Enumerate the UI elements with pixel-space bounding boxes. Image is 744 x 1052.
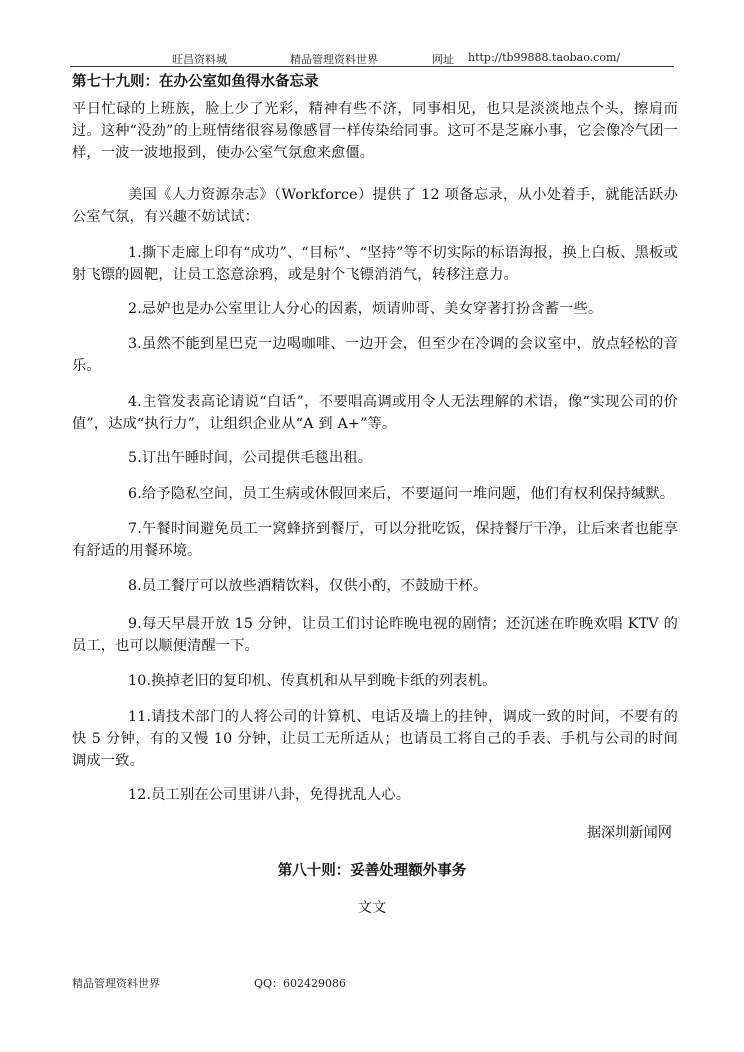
memo-item-6: 6.给予隐私空间，员工生病或休假回来后，不要逼问一堆问题，他们有权利保持缄默。 [128,486,675,502]
article-80-author: 文文 [357,900,387,916]
intro-paragraph-1: 平日忙碌的上班族，脸上少了光彩，精神有些不济，同事相见，也只是淡淡地点个头，擦肩而过。这种“没劲”的上班情绪很容易像感冒一样传染给同事。这可不是芝麻小事，它会像冷气团一样，一波一波地报到，使办公室气氛愈来愈僵。 [72,101,678,161]
header-url-label: 网址 [432,53,454,66]
header-url-link[interactable]: http://tb99888.taobao.com/ [468,51,621,64]
article-source: 据深圳新闻网 [586,825,672,841]
footer-qq: QQ：602429086 [254,977,347,990]
memo-item-5: 5.订出午睡时间，公司提供毛毯出租。 [128,450,373,466]
memo-item-11: 11.请技术部门的人将公司的计算机、电话及墙上的挂钟，调成一致的时间，不要有的快 5 分钟，有的又慢 10 分钟，让员工无所适从；也请员工将自己的手表、手机与公司的时间调成一致。 [72,709,678,769]
article-80-title: 第八十则：妥善处理额外事务 [277,863,467,879]
intro-paragraph-2: 美国《人力资源杂志》（Workforce）提供了 12 项备忘录，从小处着手，就能活跃办公室气氛，有兴趣不妨试试： [72,187,678,225]
header-shop-name: 旺昌资料城 [172,53,227,66]
footer-site-name: 精品管理资料世界 [72,977,160,990]
header-site-name: 精品管理资料世界 [290,53,378,66]
memo-item-2: 2.忌妒也是办公室里让人分心的因素，烦请帅哥、美女穿著打扮含蓄一些。 [128,301,603,317]
memo-item-9: 9.每天早晨开放 15 分钟，让员工们讨论昨晚电视的剧情；还沉迷在昨晚欢唱 KTV 的员工，也可以顺便清醒一下。 [72,616,678,654]
memo-item-12: 12.员工别在公司里讲八卦，免得扰乱人心。 [128,787,411,803]
memo-item-10: 10.换掉老旧的复印机、传真机和从早到晚卡纸的列表机。 [128,673,497,689]
memo-item-8: 8.员工餐厅可以放些酒精饮料，仅供小酌，不鼓励干杯。 [128,578,488,594]
article-79-title: 第七十九则：在办公室如鱼得水备忘录 [72,74,319,90]
memo-item-1: 1.撕下走廊上印有“成功”、“目标”、“坚持”等不切实际的标语海报，换上白板、黑板或射飞镖的圆靶，让员工恣意涂鸦，或是射个飞镖消消气，转移注意力。 [72,245,678,283]
memo-item-7: 7.午餐时间避免员工一窝蜂挤到餐厅，可以分批吃饭，保持餐厅干净，让后来者也能享有舒适的用餐环境。 [72,521,678,559]
page-header [70,48,674,67]
memo-item-4: 4.主管发表高论请说“白话”，不要唱高调或用令人无法理解的术语，像“实现公司的价值”，达成“执行力”，让组织企业从“A 到 A+”等。 [72,394,678,432]
memo-item-3: 3.虽然不能到星巴克一边喝咖啡、一边开会，但至少在冷调的会议室中，放点轻松的音乐。 [72,336,678,374]
